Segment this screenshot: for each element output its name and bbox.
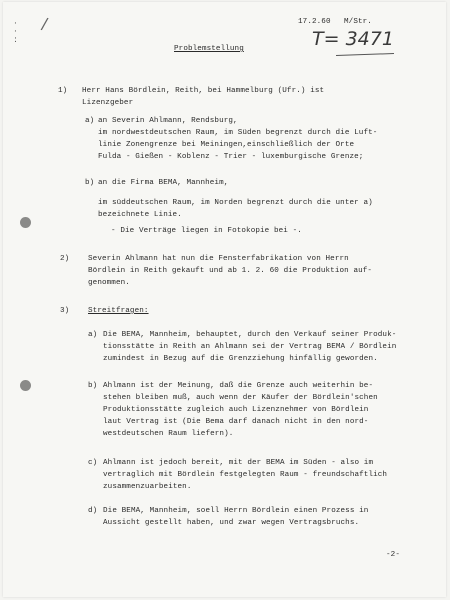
margin-tick-marks: · · :: [14, 19, 18, 45]
section-1b-line-3: bezeichnete Linie.: [98, 211, 182, 219]
section-2-number: 2): [60, 255, 70, 263]
section-3c-line-3: zusammenzuarbeiten.: [103, 483, 192, 491]
section-1a-line-3: linie Zonengrenze bei Meiningen,einschließlich der Orte: [98, 141, 355, 149]
section-3-number: 3): [60, 307, 70, 315]
handwritten-number: T= 3471: [312, 28, 394, 50]
section-1b-line-1: an die Firma BEMA, Mannheim,: [98, 179, 229, 187]
section-3d-label: d): [88, 507, 98, 515]
document-title: Problemstellung: [174, 45, 244, 53]
section-3b-line-4: laut Vertrag ist (Die Bema darf danach nicht in den nord-: [103, 418, 369, 426]
section-1a-line-2: im nordwestdeutschen Raum, im Süden begrenzt durch die Luft-: [98, 129, 378, 137]
section-3b-line-1: Ahlmann ist der Meinung, daß die Grenze auch weiterhin be-: [103, 382, 374, 390]
section-1b-label: b): [85, 179, 95, 187]
section-1a-line-1: an Severin Ahlmann, Rendsburg,: [98, 117, 238, 125]
header-reference: M/Str.: [344, 18, 372, 26]
section-1b-line-2: im süddeutschen Raum, im Norden begrenzt durch die unter a): [98, 199, 373, 207]
section-3a-line-2: tionsstätte in Reith an Ahlmann sei der Vertrag BEMA / Bördlein: [103, 343, 397, 351]
page-continuation-marker: -2-: [386, 551, 400, 559]
header-date: 17.2.60: [298, 18, 331, 26]
section-3b-line-5: westdeutschen Raum liefern).: [103, 430, 234, 438]
section-1-line-2: Lizenzgeber: [82, 99, 134, 107]
pencil-stroke: /: [40, 13, 50, 34]
section-3b-line-3: Produktionsstätte zugleich auch Lizenznehmer von Bördlein: [103, 406, 369, 414]
section-3d-line-2: Aussicht gestellt haben, und zwar wegen Vertragsbruchs.: [103, 519, 360, 527]
section-3a-line-1: Die BEMA, Mannheim, behauptet, durch den Verkauf seiner Produk-: [103, 331, 397, 339]
section-1-line-1: Herr Hans Bördlein, Reith, bei Hammelburg (Ufr.) ist: [82, 87, 325, 95]
section-3d-line-1: Die BEMA, Mannheim, soell Herrn Bördlein einen Prozess in: [103, 507, 369, 515]
section-2-line-1: Severin Ahlmann hat nun die Fensterfabrikation von Herrn: [88, 255, 349, 263]
section-3b-line-2: stehen bleiben muß, auch wenn der Käufer der Bördlein'schen: [103, 394, 378, 402]
section-2-line-3: genommen.: [88, 279, 130, 287]
punch-hole-bottom: [20, 380, 31, 391]
section-1a-line-4: Fulda - Gießen - Koblenz - Trier - luxemburgische Grenze;: [98, 153, 364, 161]
section-1-number: 1): [58, 87, 68, 95]
section-3b-label: b): [88, 382, 98, 390]
section-3a-line-3: zumindest in Bezug auf die Grenzziehung hinfällig geworden.: [103, 355, 378, 363]
section-3c-line-1: Ahlmann ist jedoch bereit, mit der BEMA im Süden - also im: [103, 459, 374, 467]
section-3c-line-2: vertraglich mit Bördlein festgelegten Raum - freundschaftlich: [103, 471, 388, 479]
section-2-line-2: Bördlein in Reith gekauft und ab 1. 2. 60 die Produktion auf-: [88, 267, 373, 275]
section-3c-label: c): [88, 459, 98, 467]
section-1a-label: a): [85, 117, 95, 125]
section-3a-label: a): [88, 331, 98, 339]
section-1b-line-4: - Die Verträge liegen in Fotokopie bei -.: [111, 227, 302, 235]
punch-hole-top: [20, 217, 31, 228]
section-3-heading: Streitfragen:: [88, 307, 149, 315]
